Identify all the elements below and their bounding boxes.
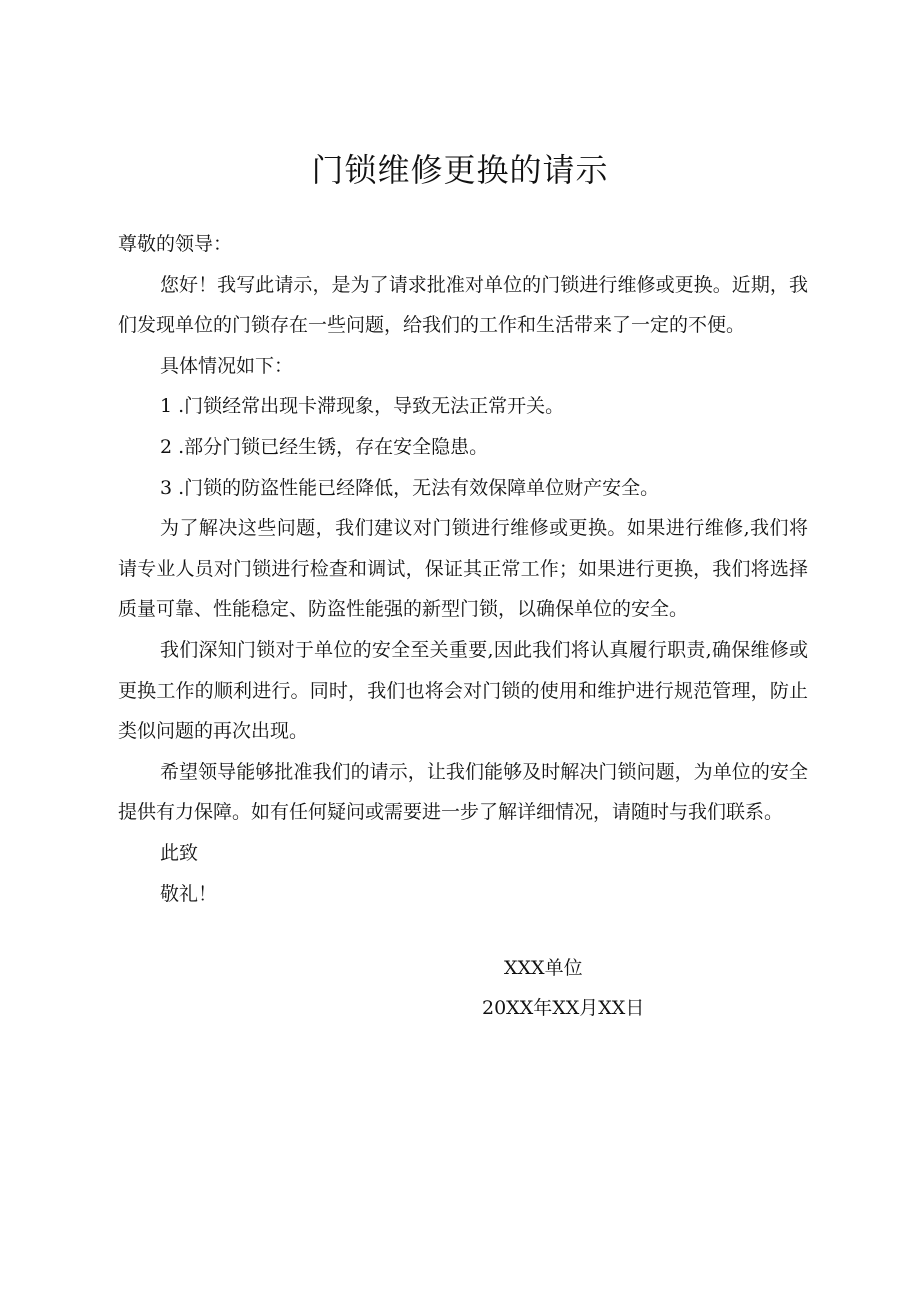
signature-date: 20XX年XX月XX日	[482, 997, 645, 1019]
list-item-1: 1 .门锁经常出现卡滞现象，导致无法正常开关。	[160, 395, 565, 418]
closing-line-1: 此致	[160, 841, 199, 864]
document-body	[118, 224, 808, 914]
document-title: 门锁维修更换的请示	[311, 151, 609, 190]
closing-line-2: 敬礼！	[160, 882, 218, 905]
paragraph-details-intro: 具体情况如下：	[160, 354, 294, 377]
paragraph-proposal: 为了解决这些问题，我们建议对门锁进行维修或更换。如果进行维修,我们将请专业人员对门锁进行检查和调试，保证其正常工作；如果进行更换，我们将选择质量可靠、性能稳定、防盗性能强的新型门锁，以确保单位的安全。	[118, 517, 808, 621]
paragraph-request: 希望领导能够批准我们的请示，让我们能够及时解决门锁问题，为单位的安全提供有力保障。如有任何疑问或需要进一步了解详细情况，请随时与我们联系。	[118, 760, 808, 824]
paragraph-commitment: 我们深知门锁对于单位的安全至关重要,因此我们将认真履行职责,确保维修或更换工作的顺利进行。同时，我们也将会对门锁的使用和维护进行规范管理，防止类似问题的再次出现。	[118, 638, 808, 743]
signature-organization: XXX单位	[504, 957, 583, 979]
list-item-2: 2 .部分门锁已经生锈，存在安全隐患。	[160, 435, 489, 458]
list-item-3: 3 .门锁的防盗性能已经降低，无法有效保障单位财产安全。	[160, 476, 660, 499]
paragraph-greeting: 您好！我写此请示，是为了请求批准对单位的门锁进行维修或更换。近期，我们发现单位的门锁存在一些问题，给我们的工作和生活带来了一定的不便。	[118, 273, 808, 337]
salutation: 尊敬的领导：	[118, 233, 233, 255]
